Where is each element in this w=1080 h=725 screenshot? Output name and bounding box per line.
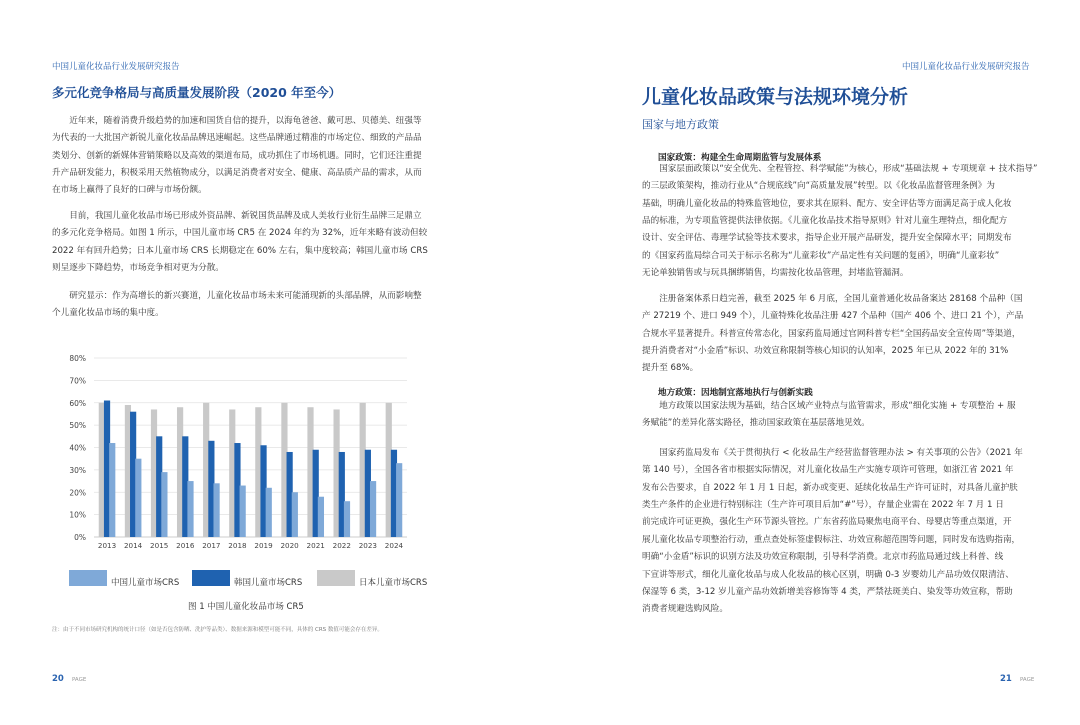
right-paragraph-3 [642,398,1042,433]
bar-2015-2 [161,472,167,537]
page-number: 21 [1000,674,1012,684]
bar-2022-2 [344,501,350,537]
text-line: 的三层政策架构，推动行业从“合规底线”向“高质量发展”转型。以《化妆品监督管理条例》为 [642,181,995,192]
x-tick-label: 2018 [228,541,247,550]
x-tick-label: 2020 [280,541,299,550]
text-line: 目前，我国儿童化妆品市场已形成外资品牌、新锐国货品牌及成人美妆行业衍生品牌三足鼎立 [69,211,422,221]
text-line: 则呈逐步下降趋势，市场竞争相对更为分散。 [52,263,224,274]
text-line: 保湿等 6 类，3-12 岁儿童产品功效新增美容修饰等 4 类，严禁祛斑美白、染发等功效宣称，帮助 [642,587,1013,598]
bar-2018-2 [240,486,246,537]
y-tick-label: 20% [69,488,86,498]
page-word: PAGE [1019,677,1035,683]
local-policy-heading: 地方政策：因地制宜落地执行与创新实践 [658,388,813,398]
x-tick-label: 2022 [332,541,351,550]
text-line: 国家药监局发布《关于贯彻执行 < 化妆品生产经营监督管理办法 > 有关事项的公告》（2021 年 [659,448,1023,458]
right-paragraph-2 [642,291,1042,378]
left-paragraph-1 [52,113,452,200]
figure-caption: 图 1 中国儿童化妆品市场 CR5 [188,602,304,612]
x-tick-label: 2019 [254,541,273,550]
y-tick-label: 10% [69,510,86,520]
right-paragraph-4 [642,445,1042,619]
text-line: 务赋能”的差异化落实路径，推动国家政策在基层落地见效。 [642,418,870,429]
legend-swatch-china [69,570,107,586]
text-line: 展儿童化妆品专项整治行动，重点查处标签虚假标注、功效宣称超范围等问题，同时发布选购指南， [642,534,1021,545]
text-line: 品的标准，为专项监管提供法律依据。《儿童化妆品技术指导原则》针对儿童生理特点，细化配方 [642,216,1008,227]
text-line: 研究显示：作为高增长的新兴赛道，儿童化妆品市场未来可能涌现新的头部品牌，从而影响整 [69,291,422,301]
text-line: 第 140 号），全国各省市根据实际情况，对儿童化妆品生产实施专项许可管理，如浙江省 2021 年 [642,465,1014,476]
bar-2017-2 [213,483,219,537]
bar-2020-2 [292,492,298,537]
x-tick-label: 2017 [202,541,221,550]
text-line: 提升消费者对“小金盾”标识、功效宣称限制等核心知识的认知率，2025 年已从 2022 年的 31% [642,346,1009,357]
text-line: 的多元化竞争格局。如图 1 所示，中国儿童市场 CR5 在 2024 年约为 32%，近年来略有波动但较 [52,228,428,239]
text-line: 地方政策以国家法规为基础，结合区域产业特点与监管需求，形成“细化实施 + 专项整治 + 服 [659,401,1016,411]
text-line: 国家层面政策以“安全优先、全程管控、科学赋能”为核心，形成“基础法规 + 专项规章 + 技术指导” [659,164,1038,174]
text-line: 前完成许可证更换，强化生产环节源头管控。广东省药监局聚焦电商平台、母婴店等重点渠道，开 [642,517,1012,528]
bar-2019-2 [266,488,272,537]
text-line: 基础，明确儿童化妆品的特殊监管地位，要求其在原料、配方、安全评估等方面满足高于成人化妆 [642,198,1012,209]
y-tick-label: 80% [69,354,86,363]
footnote: 注：由于不同市场研究机构的统计口径（如是否包含防晒、洗护等品类）、数据来源和模型可能不同，具体的 CRS 数值可能会存在差异。 [52,627,383,633]
text-line: 的《国家药监局综合司关于标示名称为“儿童彩妆”产品定性有关问题的复函》，明确“儿童彩妆” [642,250,1000,261]
text-line: 设计、安全评估、毒理学试验等技术要求，指导企业开展产品研发，提升安全保障水平；同期发布 [642,233,1012,244]
x-tick-label: 2023 [358,541,378,550]
national-policy-heading: 国家政策：构建全生命周期监管与发展体系 [658,153,822,163]
text-line: 消费者规避选购风险。 [642,604,728,615]
page-word: PAGE [71,677,87,683]
text-line: 2022 年有回升趋势；日本儿童市场 CRS 长期稳定在 60% 左右，集中度较高；韩国儿童市场 CRS [52,245,428,256]
text-line: 个儿童化妆品市场的集中度。 [52,308,164,319]
text-line: 无论单独销售或与玩具捆绑销售，均需按化妆品管理，封堵监管漏洞。 [642,268,909,279]
y-tick-label: 70% [69,376,86,386]
text-line: 下宣讲等形式，细化儿童化妆品与成人化妆品的核心区别，明确 0-3 岁婴幼儿产品功效仅限清洁、 [642,569,1014,580]
right-page-title: 儿童化妆品政策与法规环境分析 [642,86,909,108]
y-tick-label: 50% [69,421,86,431]
x-tick-label: 2015 [150,541,169,550]
text-line: 类生产条件的企业进行特别标注（生产许可项目后加“#”号），存量企业需在 2022 年 7 月 1 日 [642,500,1004,511]
text-line: 明确“小金盾”标识的识别方法及功效宣称限制，引导科学消费。北京市药监局通过线上科普、线 [642,552,1004,563]
x-tick-label: 2016 [176,541,195,550]
page-number: 20 [52,674,64,684]
legend-label-korea: 韩国儿童市场CRS [234,578,303,588]
bar-2021-2 [318,497,324,537]
bar-2024-2 [396,463,402,537]
legend-label-china: 中国儿童市场CRS [111,578,180,588]
text-line: 发布公告要求，自 2022 年 1 月 1 日起，新办或变更、延续化妆品生产许可证时，对具备儿童护肤 [642,482,1018,493]
text-line: 在市场上赢得了良好的口碑与市场份额。 [52,185,207,196]
y-tick-label: 60% [69,398,86,408]
legend-swatch-korea [192,570,230,586]
right-running-header: 中国儿童化妆品行业发展研究报告 [902,62,1030,72]
left-paragraph-3 [52,288,452,323]
x-tick-label: 2021 [306,541,325,550]
x-tick-label: 2024 [384,541,404,550]
y-tick-label: 40% [69,443,86,453]
y-tick-label: 0% [74,533,86,542]
text-line: 注册备案体系日趋完善，截至 2025 年 6 月底，全国儿童普通化妆品备案达 28168 个品种（国 [659,294,1023,304]
right-paragraph-1 [642,161,1042,283]
left-section-title: 多元化竞争格局与高质量发展阶段（2020 年至今） [52,85,342,100]
right-page-number-block [1000,666,1034,685]
text-line: 近年来，随着消费升级趋势的加速和国货自信的提升，以海龟爸爸、戴可思、贝德美、纽强等 [69,116,422,126]
text-line: 类划分、创新的新媒体营销策略以及高效的渠道布局，成功抓住了市场机遇。同时，它们还注重提 [52,150,422,161]
left-paragraph-2 [52,208,452,277]
text-line: 提升至 68%。 [642,363,699,374]
left-running-header: 中国儿童化妆品行业发展研究报告 [52,62,180,72]
bar-2014-2 [135,459,141,537]
bar-2016-2 [187,481,193,537]
legend-swatch-japan [317,570,355,586]
text-line: 升产品研发能力，积极采用天然植物成分，以满足消费者对安全、健康、高品质产品的需求，从而 [52,168,422,179]
cr5-bar-chart [52,345,412,555]
x-tick-label: 2014 [123,541,143,550]
left-page-number-block [52,666,86,685]
bar-2013-2 [109,443,115,537]
y-tick-label: 30% [69,465,86,475]
legend-label-japan: 日本儿童市场CRS [359,578,428,588]
x-tick-label: 2013 [97,541,117,550]
text-line: 产 27219 个、进口 949 个），儿童特殊化妆品注册 427 个品种（国产 406 个、进口 21 个），产品 [642,311,1024,322]
bar-2023-2 [370,481,376,537]
text-line: 合规水平显著提升。科普宣传常态化，国家药监局通过官网科普专栏“全国药品安全宣传周”等渠道， [642,328,1021,339]
right-subtitle: 国家与地方政策 [642,118,719,131]
text-line: 为代表的一大批国产新锐儿童化妆品品牌迅速崛起。这些品牌通过精准的市场定位、细致的产品品 [52,133,422,144]
